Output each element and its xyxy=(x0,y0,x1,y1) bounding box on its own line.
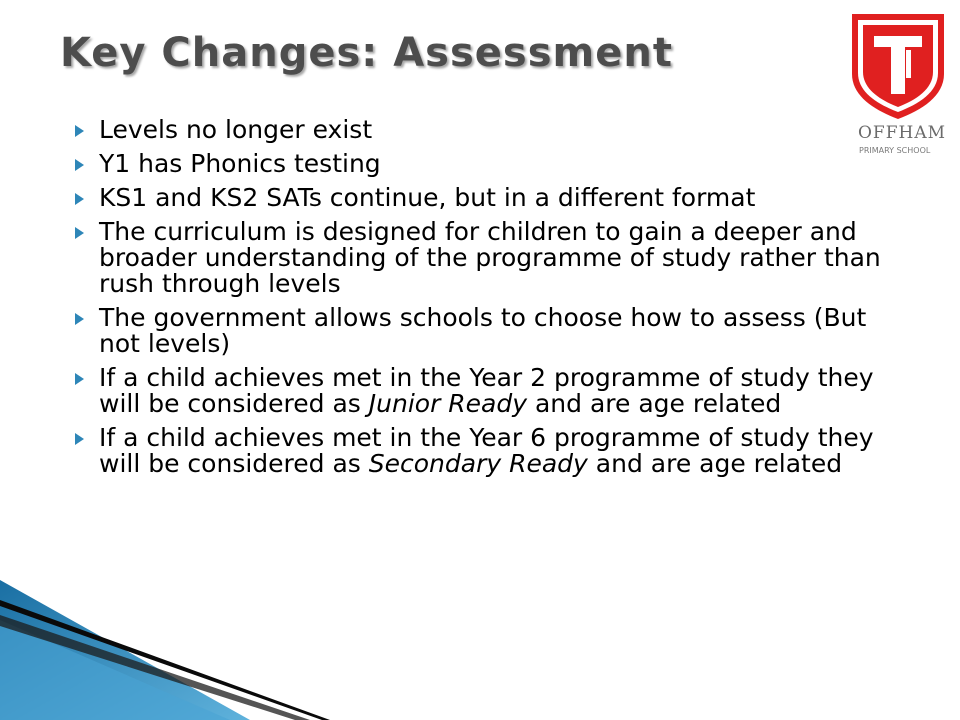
decorative-swoosh xyxy=(0,560,960,720)
bullet-item xyxy=(65,365,895,417)
logo-school-subtitle: PRIMARY SCHOOL xyxy=(859,146,931,155)
slide-title: Key Changes: Assessment xyxy=(60,30,673,76)
bullet-text: Y1 has Phonics testing xyxy=(99,149,381,178)
shield-icon xyxy=(848,10,948,122)
bullet-arrow-icon xyxy=(75,193,84,205)
bullet-emphasis: Secondary Ready xyxy=(368,449,588,478)
bullet-arrow-icon xyxy=(75,373,84,385)
bullet-emphasis: Junior Ready xyxy=(368,389,528,418)
bullet-item xyxy=(65,151,895,177)
bullet-text: Levels no longer exist xyxy=(99,115,373,144)
logo-school-name: OFFHAM xyxy=(858,123,947,143)
bullet-item xyxy=(65,305,895,357)
bullet-item xyxy=(65,219,895,297)
bullet-text: The government allows schools to choose how to assess (But not levels) xyxy=(99,303,867,358)
bullet-text-end: and are age related xyxy=(587,449,843,478)
bullet-arrow-icon xyxy=(75,313,84,325)
bullet-arrow-icon xyxy=(75,227,84,239)
bullet-text-end: and are age related xyxy=(527,389,782,418)
bullet-arrow-icon xyxy=(75,433,84,445)
bullet-text-start: If a child achieves met in the Year 2 programme of study they will be considered as xyxy=(99,363,874,418)
bullet-item xyxy=(65,185,895,211)
bullet-text: The curriculum is designed for children to gain a deeper and broader understanding of the programme of study rather than rush through levels xyxy=(99,217,881,298)
bullet-item xyxy=(65,425,895,477)
bullet-item xyxy=(65,117,895,143)
bullet-text: KS1 and KS2 SATs continue, but in a different format xyxy=(99,183,756,212)
bullet-text-start: If a child achieves met in the Year 6 programme of study they will be considered as xyxy=(99,423,874,478)
bullet-arrow-icon xyxy=(75,125,84,137)
bullet-list xyxy=(65,117,895,485)
bullet-arrow-icon xyxy=(75,159,84,171)
